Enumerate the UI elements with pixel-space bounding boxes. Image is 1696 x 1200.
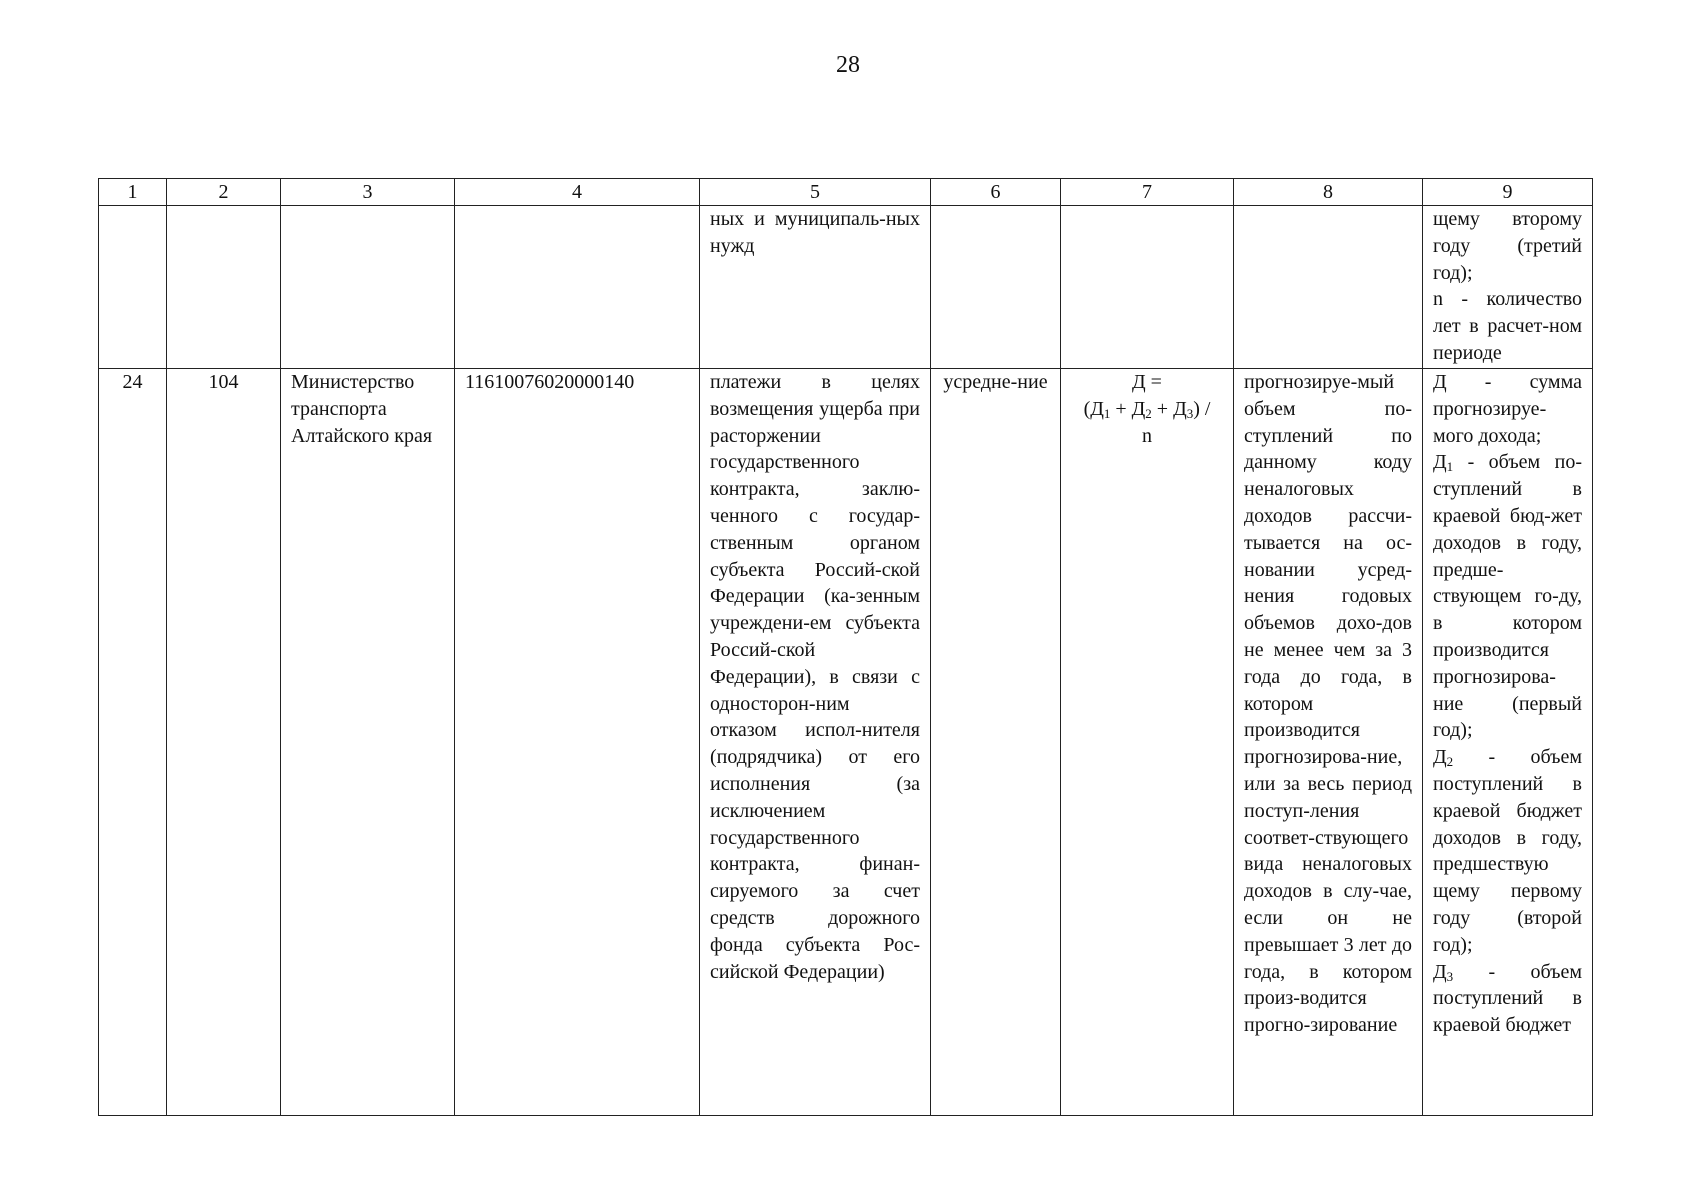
page-number: 28	[836, 52, 860, 78]
cell-empty	[1234, 206, 1423, 369]
row-number: 24	[99, 369, 167, 1116]
indicator-d1: $Д_1$ - объем по-ступлений в краевой бюд-жет доходов в году, предше-ствующем го-ду, в котором производится прогнозирова-ние (первый год);	[1433, 451, 1582, 742]
admin-code: 104	[167, 369, 281, 1116]
header-col-7: 7	[1061, 179, 1234, 206]
cell-empty	[931, 206, 1061, 369]
formula-body: $(Д_1 + Д_2 + Д_3)$ /	[1083, 397, 1211, 421]
header-col-8: 8	[1234, 179, 1423, 206]
cell-empty	[99, 206, 167, 369]
cell-empty	[167, 206, 281, 369]
calc-method: усредне-ние	[931, 369, 1061, 1116]
cell-empty	[1061, 206, 1234, 369]
admin-name: Министерство транспорта Алтайского края	[281, 369, 455, 1116]
header-col-6: 6	[931, 179, 1061, 206]
formula-denominator: n	[1142, 424, 1152, 447]
header-col-2: 2	[167, 179, 281, 206]
cont-col9-text	[1423, 206, 1593, 369]
formula-lhs: Д =	[1132, 371, 1162, 393]
revenue-name: платежи в целях возмещения ущерба при расторжении государственного контракта, заклю-ченного с государ-ственным органом субъекта Россий-ской Федерации (ка-зенным учреждени-ем субъекта Россий-ской Федерации), в связи с односторон-ним отказом испол-нителя (подрядчика) от его исполнения (за исключением государственного контракта, финан-сируемого за счет средств дорожного фонда субъекта Рос-сийской Федерации)	[700, 369, 931, 1116]
indicator-d2: $Д_2$ - объем поступлений в краевой бюджет доходов в году, предшествую щему первому году (второй год);	[1433, 746, 1582, 956]
calc-formula	[1061, 369, 1234, 1116]
calc-algorithm: прогнозируе-мый объем по-ступлений по данному коду неналоговых доходов рассчи-тывается на ос-новании усред-нения годовых объемов дохо-дов не менее чем за 3 года до года, в котором производится прогнозирова-ние, или за весь период поступ-ления соответ-ствующего вида неналоговых доходов в слу-чае, если он не превышает 3 лет до года, в котором произ-водится прогно-зирование	[1234, 369, 1423, 1116]
table-row-24	[99, 369, 1593, 1116]
revenue-methodology-table	[98, 178, 1593, 1116]
table-row-continuation	[99, 206, 1593, 369]
cont-col5-text: ных и муниципаль-ных нужд	[700, 206, 931, 369]
header-col-3: 3	[281, 179, 455, 206]
cont-col9-line-1: щему второму году (третий год);	[1433, 208, 1582, 284]
indicator-d: Д - сумма прогнозируе-мого дохода;	[1433, 371, 1582, 447]
cont-col9-line-2: n - количество лет в расчет-ном периоде	[1433, 288, 1582, 364]
cell-empty	[281, 206, 455, 369]
indicator-d3: $Д_3$ - объем поступлений в краевой бюджет	[1433, 960, 1582, 1037]
kbk-code: 11610076020000140	[455, 369, 700, 1116]
header-col-1: 1	[99, 179, 167, 206]
cell-empty	[455, 206, 700, 369]
header-row	[99, 179, 1593, 206]
header-col-4: 4	[455, 179, 700, 206]
header-col-9: 9	[1423, 179, 1593, 206]
header-col-5: 5	[700, 179, 931, 206]
formula-indicators	[1423, 369, 1593, 1116]
